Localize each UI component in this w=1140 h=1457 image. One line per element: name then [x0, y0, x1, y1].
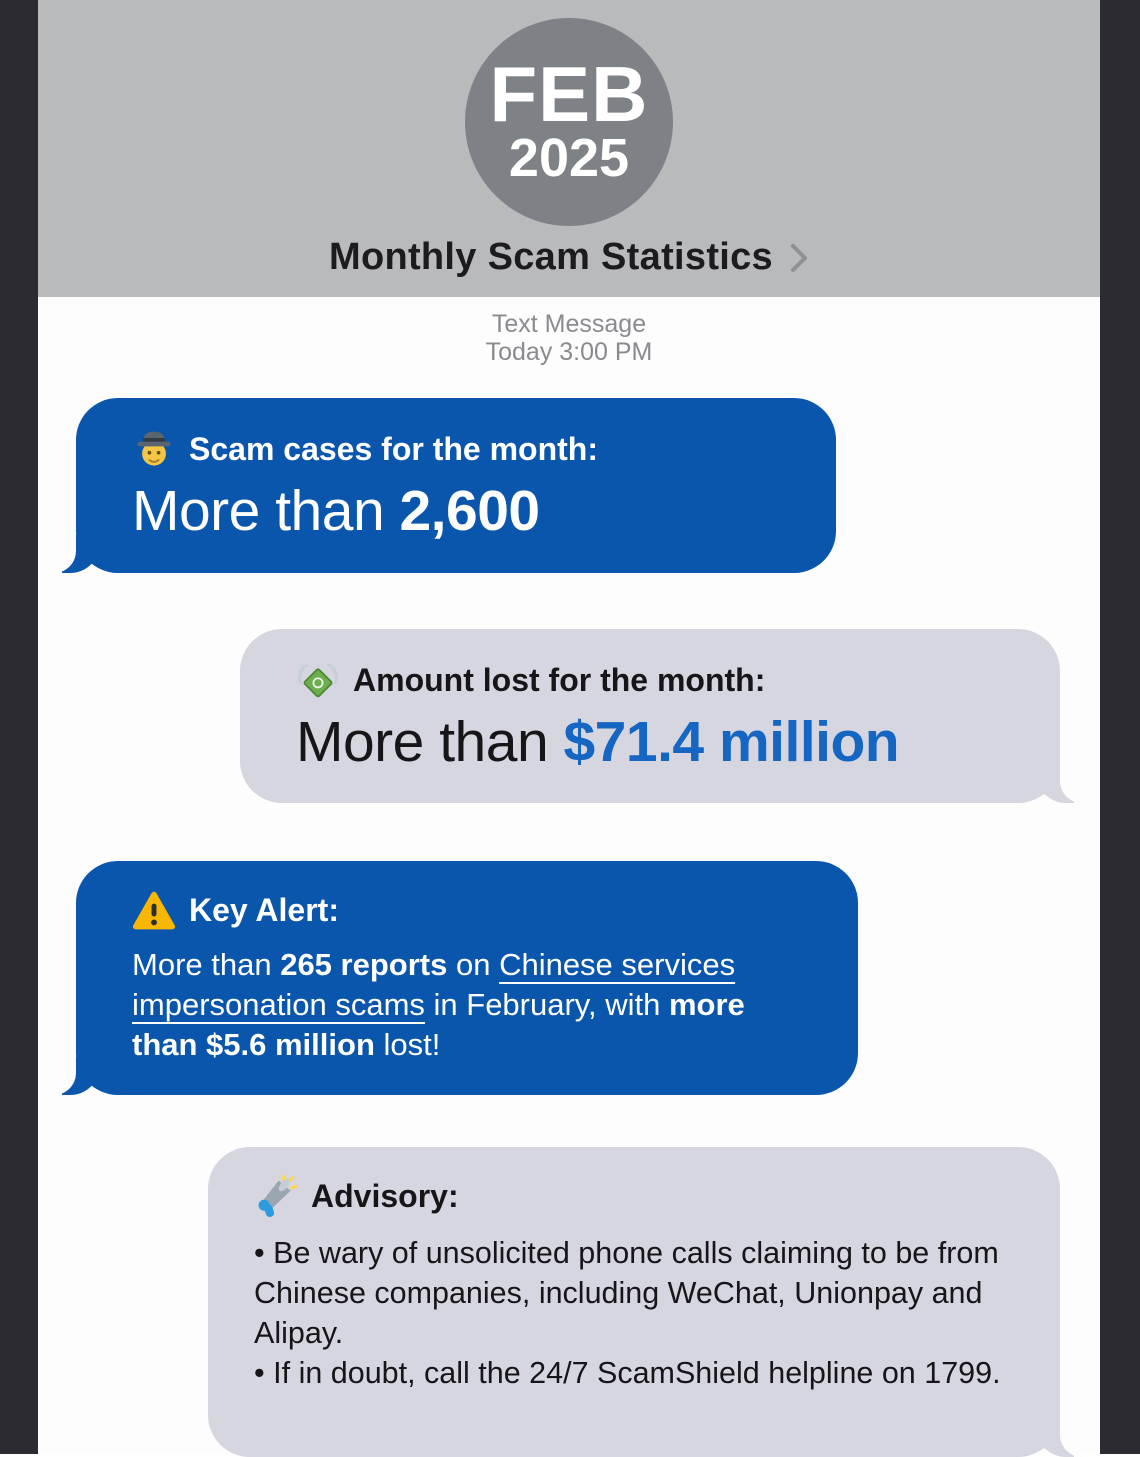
scam-cases-value-line: [132, 479, 796, 545]
message-bubble-amount-lost[interactable]: [240, 629, 1060, 804]
advisory-heading-row: [254, 1175, 1022, 1219]
contact-title-row[interactable]: [329, 236, 809, 279]
message-bubble-advisory[interactable]: [208, 1147, 1060, 1457]
text-segment: More than: [296, 709, 564, 774]
avatar-month-label: FEB: [489, 50, 649, 139]
chevron-right-icon: [789, 242, 809, 274]
text-segment: on: [447, 947, 500, 983]
megaphone-emoji: [254, 1175, 298, 1219]
scam-cases-value: 2,600: [399, 479, 540, 543]
money-with-wings-emoji: [296, 659, 340, 703]
avatar-year-label: 2025: [508, 127, 630, 188]
warning-emoji: [132, 889, 176, 933]
text-segment: in February, with: [424, 987, 669, 1023]
contact-avatar[interactable]: [465, 18, 673, 226]
detective-emoji: [132, 428, 176, 472]
amount-lost-value: $71.4 million: [563, 709, 900, 774]
advisory-bullet-2: • If in doubt, call the 24/7 ScamShield helpline on 1799.: [254, 1356, 1001, 1391]
amount-lost-heading-row: [296, 659, 1020, 703]
key-alert-amount: more than $5.6 million: [132, 987, 745, 1063]
amount-lost-value-line: [296, 710, 1020, 776]
meta-timestamp: Today 3:00 PM: [485, 338, 653, 366]
key-alert-body: [132, 945, 816, 1065]
conversation-area: [38, 297, 1100, 1457]
advisory-heading: Advisory:: [311, 1178, 459, 1215]
key-alert-link[interactable]: Chinese services impersonation scams: [132, 947, 736, 1023]
amount-lost-heading: Amount lost for the month:: [353, 661, 766, 698]
text-segment: More than: [132, 947, 281, 983]
key-alert-heading: Key Alert:: [189, 892, 339, 929]
scam-cases-heading: Scam cases for the month:: [189, 431, 598, 468]
text-segment: More than: [132, 479, 400, 543]
contact-name: Monthly Scam Statistics: [328, 236, 773, 278]
message-bubble-scam-cases[interactable]: [76, 398, 836, 573]
message-meta: [38, 310, 1100, 366]
meta-message-type: Text Message: [491, 310, 647, 338]
scam-cases-heading-row: [132, 428, 796, 472]
chat-header: [38, 0, 1100, 297]
key-alert-reports-count: 265 reports: [280, 947, 448, 983]
key-alert-heading-row: [132, 889, 816, 933]
advisory-bullet-1: • Be wary of unsolicited phone calls claiming to be from Chinese companies, including WeChat, Unionpay and Alipay.: [254, 1236, 999, 1351]
text-segment: lost!: [374, 1027, 441, 1063]
message-bubble-key-alert[interactable]: [76, 861, 858, 1095]
messages-screen: [38, 0, 1100, 1454]
